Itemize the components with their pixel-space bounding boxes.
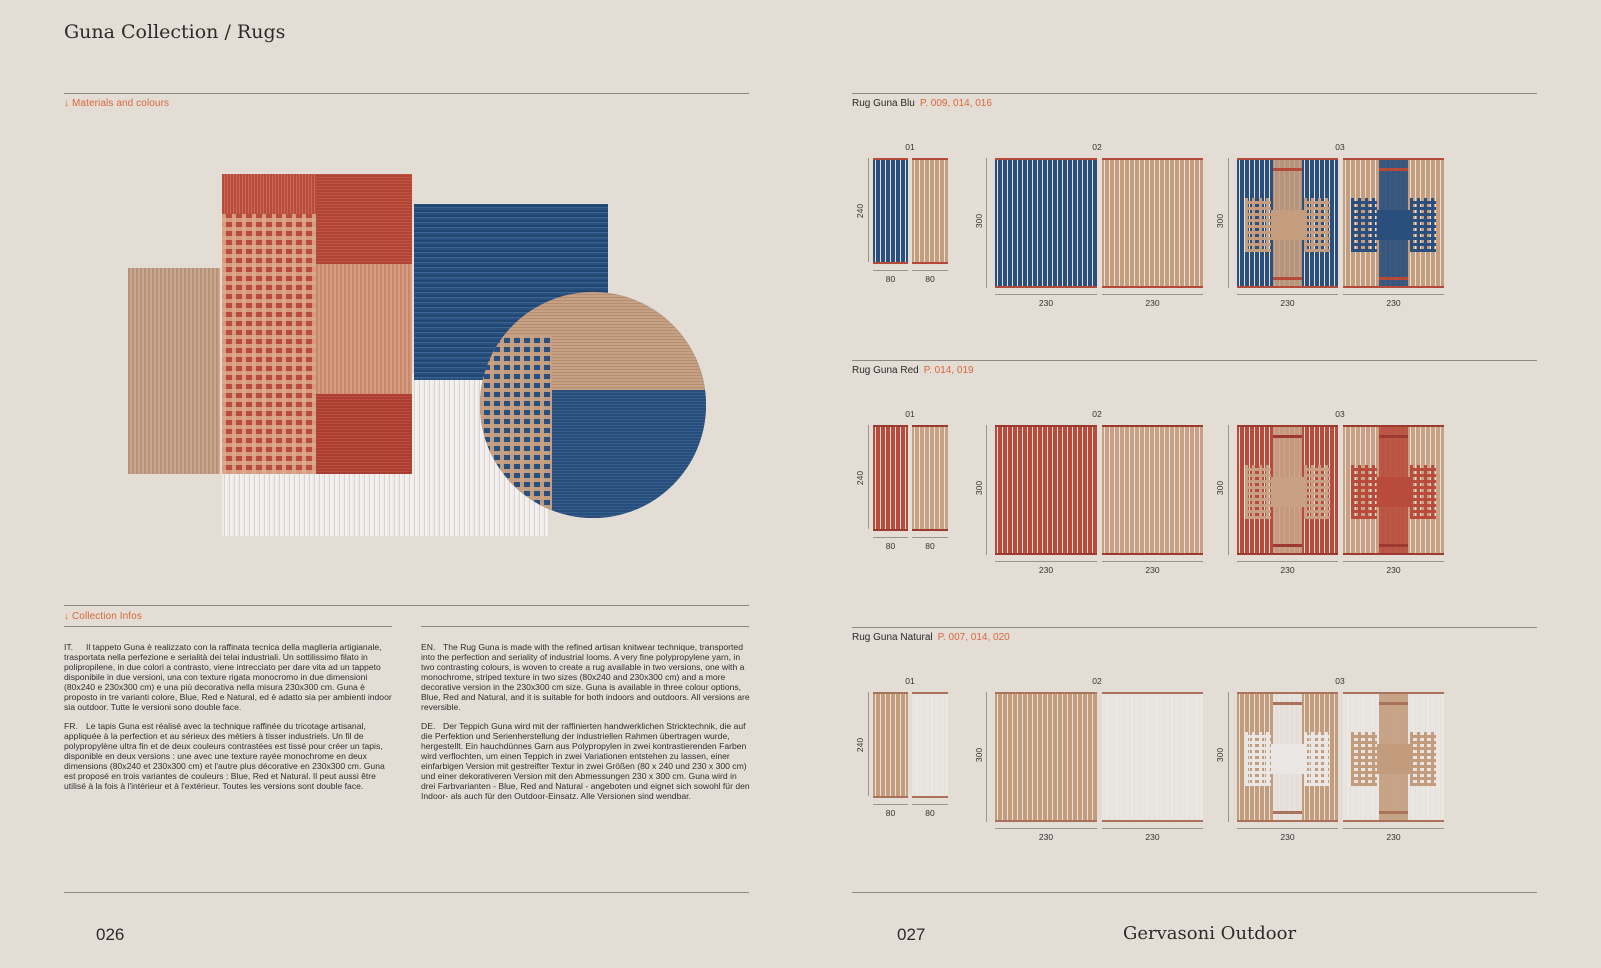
rug-03-main	[1237, 158, 1338, 288]
dimension-width: 80	[885, 808, 896, 818]
rug-03-alt	[1343, 692, 1444, 822]
page-title: Guna Collection / Rugs	[64, 21, 286, 43]
dimension-line	[1228, 692, 1229, 822]
divider	[64, 626, 392, 627]
dimension-line	[873, 270, 908, 271]
rug-01-alt	[912, 425, 948, 531]
dimension-line	[1343, 294, 1444, 295]
dimension-line	[868, 692, 869, 796]
rug-03-main	[1237, 425, 1338, 555]
dimension-width: 230	[1386, 565, 1401, 575]
text-fr: FR. Le tapis Guna est réalisé avec la technique raffinée du tricotage artisanal, appliquée à la perfection et au sérieux des métiers à tisser industriels. Un fil de polypropylène ultra fin et de deux couleurs contrastées est tissé pour créer un tapis, disponible en deux versions : une avec une texture rayée monochrome en deux dimensions (80x240 et 230x300 cm) et l'autre plus décorative en 230x300 cm. Guna est proposé en trois variantes de couleurs : Blue, Red et Natural. Il peut aussi être utilisé à la fois à l'intérieur et à l'extérieur. Toutes les versions sont double face.	[64, 721, 385, 791]
column-number: 03	[1335, 676, 1345, 686]
column-number: 03	[1335, 142, 1345, 152]
dimension-height: 300	[974, 480, 984, 496]
rug-section-label	[852, 365, 974, 376]
rug-01-main	[873, 692, 908, 798]
rug-01-main	[873, 158, 908, 264]
rug-02-main	[995, 692, 1097, 822]
dimension-width: 230	[1386, 832, 1401, 842]
dimension-line	[1102, 294, 1203, 295]
rug-02-alt	[1102, 425, 1203, 555]
dimension-line	[868, 425, 869, 529]
dimension-line	[986, 158, 987, 288]
rug-02-alt	[1102, 158, 1203, 288]
dimension-height: 240	[855, 203, 865, 219]
materials-label: ↓ Materials and colours	[64, 98, 170, 109]
dimension-line	[1237, 561, 1338, 562]
dimension-width: 230	[1038, 832, 1054, 842]
text-column-left	[64, 642, 394, 800]
rug-name: Rug Guna Blu	[852, 98, 915, 109]
dimension-line	[868, 158, 869, 262]
text-it: IT. Il tappeto Guna è realizzato con la raffinata tecnica della maglieria artigianale, trasportata nella perfezione e serialità dei telai industriali. Un sottilissimo filato in polipropilene, in due colori a contrasto, viene intrecciato per dare vita ad un tappeto disponibile in due versioni, una con texture rigata monocromo in due dimensioni (80x240 e 230x300 cm) e una più decorativa nella misura 230x300 cm. Guna è proposto in tre varianti colore, Blue, Red e Natural, ed è adatto sia per ambienti indoor sia outdoor. Tutte le versioni sono double face.	[64, 642, 392, 712]
rug-section-label	[852, 98, 992, 109]
divider	[64, 605, 749, 606]
rug-section-label	[852, 632, 1010, 643]
dimension-width: 230	[1145, 832, 1160, 842]
dimension-line	[1228, 425, 1229, 555]
dimension-line	[1237, 828, 1338, 829]
dimension-line	[873, 537, 908, 538]
dimension-width: 80	[925, 541, 935, 551]
rug-pages: P. 014, 019	[923, 365, 974, 376]
dimension-line	[1343, 561, 1444, 562]
infos-label: ↓ Collection Infos	[64, 611, 142, 622]
rug-01-alt	[912, 692, 948, 798]
rug-02-main	[995, 425, 1097, 555]
column-number: 02	[1092, 676, 1102, 686]
brand-name: Gervasoni Outdoor	[1123, 923, 1297, 944]
column-number: 01	[905, 676, 915, 686]
rug-03-alt	[1343, 425, 1444, 555]
dimension-width: 80	[885, 274, 896, 284]
divider	[852, 892, 1537, 893]
dimension-line	[912, 537, 948, 538]
text-en: EN. The Rug Guna is made with the refined artisan knitwear technique, transported into the perfection and seriality of industrial looms. A very fine polypropylene yarn, in two contrasting colours, is woven to create a rug available in two versions, one with a monochrome, striped texture in two sizes (80x240 and 230x300 cm) and a more decorative version in the 230x300 cm size. Guna is available in three colour options, Blue, Red and Natural, and it is suitable for both indoors and outdoors. All versions are reversible.	[421, 642, 750, 712]
divider	[421, 626, 749, 627]
page-number-right: 027	[897, 925, 926, 944]
dimension-line	[912, 804, 948, 805]
dimension-line	[1237, 294, 1338, 295]
dimension-width: 230	[1145, 565, 1160, 575]
rug-pages: P. 009, 014, 016	[919, 98, 992, 109]
text-de: DE. Der Teppich Guna wird mit der raffinierten handwerklichen Stricktechnik, die auf die Perfektion und Serienherstellung der industriellen Rahmen übertragen wurde, hergestellt. Ein hauchdünnes Garn aus Polypropylen in zwei kontrastierenden Farben wird verflochten, um einen Teppich in zwei Variationen entstehen zu lassen, einer einfarbigen Version mit gestreifter Textur in zwei Größen (80 x 240 und 230 x 300 cm) und einer dekorativeren Version mit den Abmessungen 230 x 300 cm. Guna wird in drei Farbvarianten - Blue, Red and Natural - angeboten und eignet sich sowohl für den Indoor- als auch für den Outdoor-Einsatz. Alle Versionen sind wendbar.	[421, 721, 750, 801]
column-number: 02	[1092, 142, 1102, 152]
dimension-height: 300	[1215, 213, 1225, 229]
column-number: 01	[905, 142, 915, 152]
dimension-line	[986, 692, 987, 822]
rug-name: Rug Guna Red	[852, 365, 919, 376]
rug-02-alt	[1102, 692, 1203, 822]
dimension-height: 300	[974, 747, 984, 763]
dimension-line	[1343, 828, 1444, 829]
dimension-height: 240	[855, 470, 865, 486]
divider	[64, 892, 749, 893]
collage-natural-rug	[128, 268, 220, 474]
dimension-line	[1102, 561, 1203, 562]
dimension-width: 230	[1386, 298, 1401, 308]
rug-01-main	[873, 425, 908, 531]
dimension-height: 300	[974, 213, 984, 229]
divider	[852, 360, 1537, 361]
rug-pages: P. 007, 014, 020	[937, 632, 1010, 643]
dimension-width: 80	[885, 541, 896, 551]
dimension-width: 230	[1280, 565, 1295, 575]
dimension-line	[1102, 828, 1203, 829]
text-column-right	[421, 642, 751, 810]
dimension-width: 230	[1038, 565, 1054, 575]
dimension-width: 230	[1280, 298, 1295, 308]
dimension-height: 300	[1215, 747, 1225, 763]
dimension-line	[995, 561, 1097, 562]
divider	[852, 93, 1537, 94]
rug-01-alt	[912, 158, 948, 264]
dimension-height: 300	[1215, 480, 1225, 496]
dimension-line	[995, 828, 1097, 829]
rug-name: Rug Guna Natural	[852, 632, 933, 643]
divider	[852, 627, 1537, 628]
rug-collage	[128, 174, 708, 536]
dimension-height: 240	[855, 737, 865, 753]
column-number: 01	[905, 409, 915, 419]
dimension-line	[1228, 158, 1229, 288]
dimension-width: 230	[1280, 832, 1295, 842]
collage-red-rug	[222, 174, 412, 474]
page-number-left: 026	[96, 925, 125, 944]
column-number: 03	[1335, 409, 1345, 419]
dimension-line	[995, 294, 1097, 295]
divider	[64, 93, 749, 94]
rug-02-main	[995, 158, 1097, 288]
dimension-width: 80	[925, 808, 935, 818]
collage-round-rug	[480, 292, 706, 518]
rug-03-main	[1237, 692, 1338, 822]
dimension-line	[912, 270, 948, 271]
dimension-line	[873, 804, 908, 805]
dimension-width: 230	[1145, 298, 1160, 308]
dimension-width: 80	[925, 274, 935, 284]
dimension-line	[986, 425, 987, 555]
column-number: 02	[1092, 409, 1102, 419]
dimension-width: 230	[1038, 298, 1054, 308]
rug-03-alt	[1343, 158, 1444, 288]
